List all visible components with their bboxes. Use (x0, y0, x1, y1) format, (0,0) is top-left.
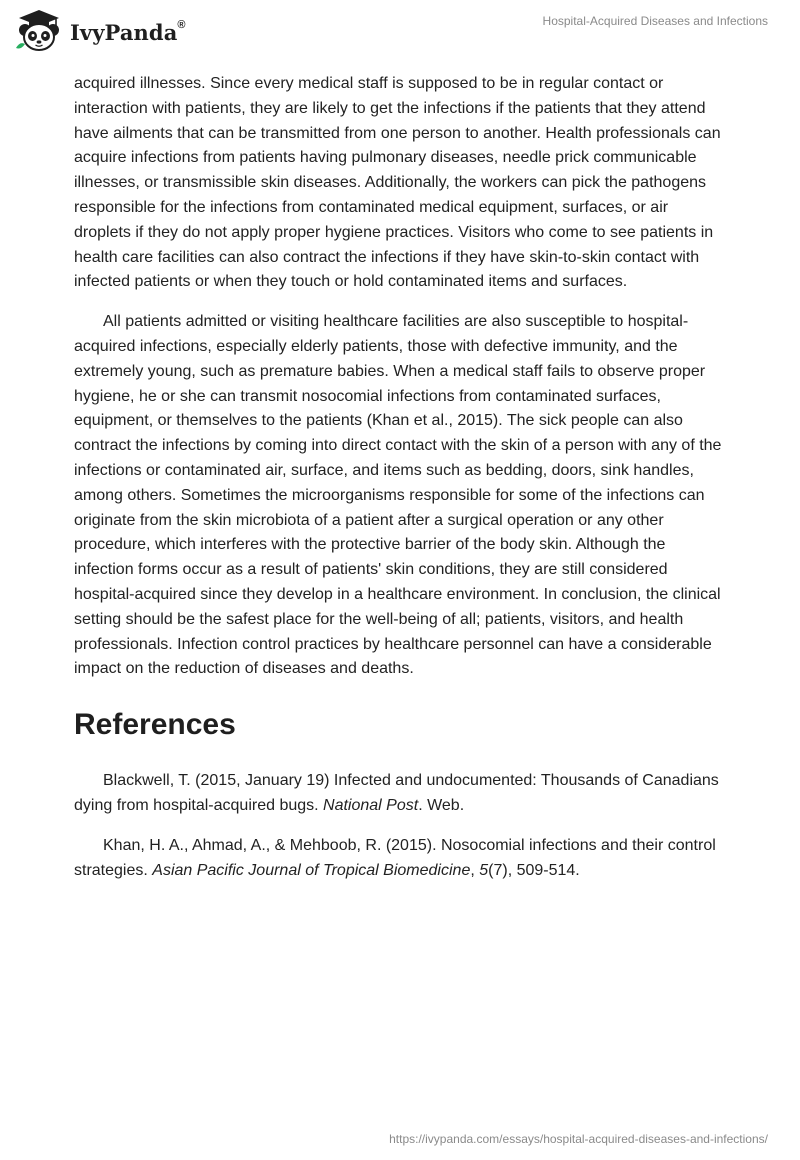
reference-entry: Khan, H. A., Ahmad, A., & Mehboob, R. (2015). Nosocomial infections and their control strategies. Asian Pacific Journal of Tropical Biomedicine, 5(7), 509-514. (74, 836, 716, 879)
brand-name: IvyPanda® (70, 18, 186, 45)
page-header (0, 0, 800, 62)
body-paragraph: All patients admitted or visiting healthcare facilities are also susceptible to hospital-acquired infections, especially elderly patients, those with defective immunity, and the extremely young, such as premature babies. When a medical staff fails to observe proper hygiene, he or she can transmit nosocomial infections from contaminated surfaces, equipment, or themselves to the patients (Khan et al., 2015). The sick people can also contract the infections by coming into direct contact with the skin of a person with any of the infections or contaminated air, surface, and items such as bedding, doors, sink handles, among others. Sometimes the microorganisms responsible for some of the infections can originate from the skin microbiota of a patient after a surgical operation or any other procedure, which interferes with the protective barrier of the body skin. Although the infection forms occur as a result of patients' skin conditions, they are still considered hospital-acquired since they develop in a healthcare environment. In conclusion, the clinical setting should be the safest place for the well-being of all; patients, visitors, and health professionals. Infection control practices by healthcare personnel can have a considerable impact on the reduction of diseases and deaths. (74, 313, 722, 678)
reference-entry: Blackwell, T. (2015, January 19) Infected and undocumented: Thousands of Canadians dying from hospital-acquired bugs. National Post. Web. (74, 772, 719, 814)
brand-logo[interactable] (14, 8, 186, 52)
panda-graduate-icon (14, 8, 64, 52)
reference-journal: National Post (323, 796, 419, 814)
document-title: Hospital-Acquired Diseases and Infections (542, 14, 768, 28)
reference-volume: 5 (479, 861, 489, 879)
source-url[interactable]: https://ivypanda.com/essays/hospital-acquired-diseases-and-infections/ (389, 1132, 768, 1146)
reference-journal: Asian Pacific Journal of Tropical Biomedicine (152, 861, 471, 879)
document-body (74, 72, 726, 883)
body-paragraph: acquired illnesses. Since every medical staff is supposed to be in regular contact or interaction with patients, they are likely to get the infections if the patients that they attend have ailments that can be transmitted from one person to another. Health professionals can acquire infections from patients having pulmonary diseases, needle prick communicable illnesses, or transmissible skin diseases. Additionally, the workers can pick the pathogens responsible for the infections from contaminated medical equipment, surfaces, or air droplets if they do not apply proper hygiene practices. Visitors who come to see patients in health care facilities can also contract the infections if they have skin-to-skin contact with infected patients or when they touch or hold contaminated items and surfaces. (74, 75, 721, 291)
references-heading: References (74, 708, 236, 742)
